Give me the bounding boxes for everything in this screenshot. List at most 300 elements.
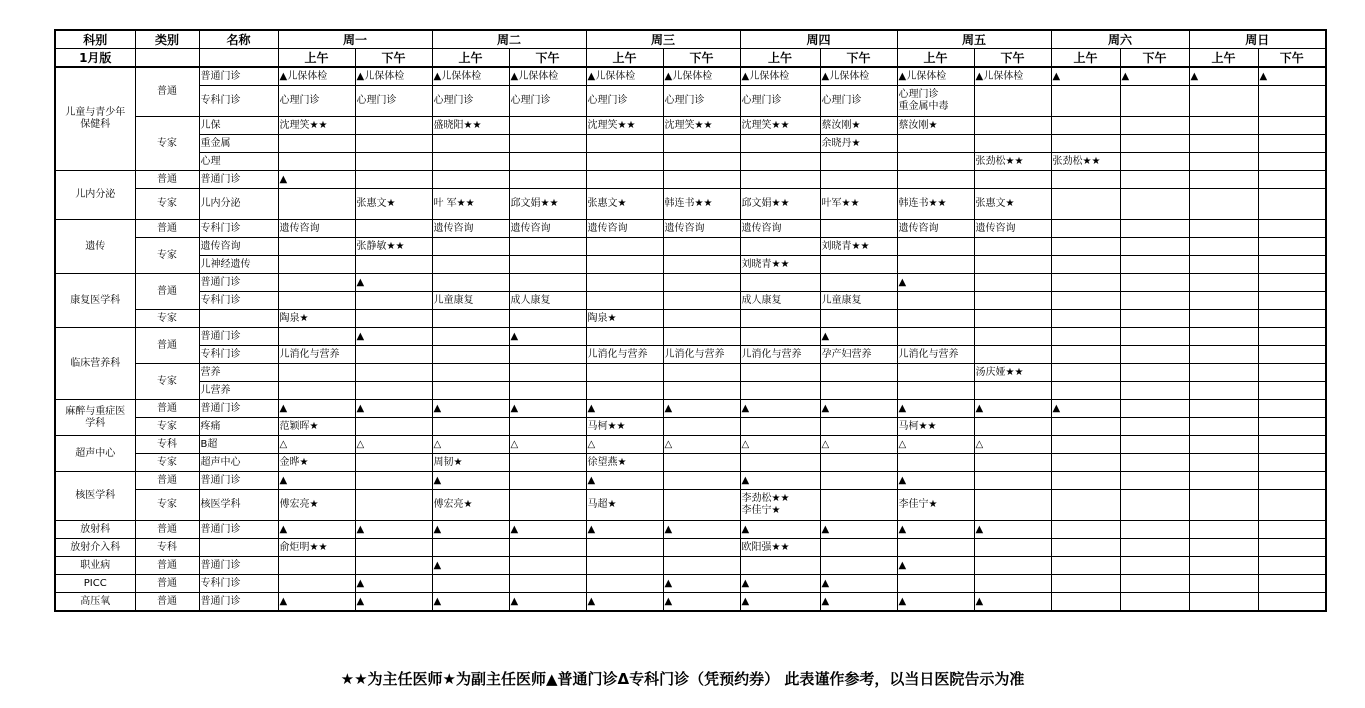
schedule-cell (278, 135, 355, 153)
schedule-cell (432, 274, 509, 292)
schedule-cell (1120, 490, 1189, 521)
schedule-cell: 叶 军★★ (432, 189, 509, 220)
schedule-cell (509, 274, 586, 292)
header-blank (199, 49, 278, 68)
schedule-cell: ▲ (432, 400, 509, 418)
schedule-cell: △ (820, 436, 897, 454)
schedule-cell (355, 346, 432, 364)
schedule-cell (740, 153, 820, 171)
schedule-cell (1120, 153, 1189, 171)
schedule-cell: 遗传咨询 (663, 220, 740, 238)
clinic-name-cell: 重金属 (199, 135, 278, 153)
schedule-cell (1120, 189, 1189, 220)
schedule-cell: △ (509, 436, 586, 454)
schedule-cell (1189, 539, 1258, 557)
schedule-cell: △ (740, 436, 820, 454)
schedule-cell: ▲ (432, 472, 509, 490)
schedule-cell (278, 557, 355, 575)
schedule-cell: ▲ (355, 593, 432, 612)
schedule-cell (1051, 310, 1120, 328)
clinic-name-cell: 普通门诊 (199, 328, 278, 346)
header-day-sun: 周日 (1189, 30, 1326, 49)
schedule-cell (1051, 382, 1120, 400)
schedule-cell (1120, 521, 1189, 539)
type-cell: 普通 (135, 67, 199, 117)
schedule-cell: 余晓丹★ (820, 135, 897, 153)
schedule-cell (1051, 274, 1120, 292)
schedule-cell: ▲ (432, 521, 509, 539)
schedule-cell (820, 274, 897, 292)
schedule-cell (1051, 557, 1120, 575)
schedule-cell (974, 86, 1051, 117)
schedule-row (55, 364, 1326, 382)
schedule-cell (432, 171, 509, 189)
schedule-cell (820, 382, 897, 400)
schedule-cell (1051, 490, 1120, 521)
schedule-cell (974, 557, 1051, 575)
schedule-cell: ▲ (355, 400, 432, 418)
schedule-cell: 张劲松★★ (1051, 153, 1120, 171)
header-day-wed: 周三 (586, 30, 740, 49)
header-pm: 下午 (355, 49, 432, 68)
schedule-cell: 张静敏★★ (355, 238, 432, 256)
schedule-cell: ▲ (820, 328, 897, 346)
schedule-cell: 陶泉★ (278, 310, 355, 328)
schedule-cell (586, 557, 663, 575)
schedule-cell: ▲ (897, 557, 974, 575)
schedule-cell: 沈理笑★★ (740, 117, 820, 135)
schedule-cell: 马柯★★ (897, 418, 974, 436)
schedule-row (55, 86, 1326, 117)
schedule-cell (1120, 328, 1189, 346)
schedule-cell (509, 171, 586, 189)
schedule-cell: ▲ (663, 575, 740, 593)
schedule-cell: ▲儿保体检 (432, 67, 509, 86)
dept-cell: 临床营养科 (55, 328, 135, 400)
schedule-cell (278, 382, 355, 400)
schedule-cell: 韩连书★★ (897, 189, 974, 220)
schedule-cell: 心理门诊 重金属中毒 (897, 86, 974, 117)
schedule-cell (740, 382, 820, 400)
schedule-cell: ▲ (1051, 400, 1120, 418)
schedule-cell: 儿童康复 (820, 292, 897, 310)
schedule-cell: 蔡汝刚★ (897, 117, 974, 135)
schedule-cell: 刘晓青★★ (820, 238, 897, 256)
schedule-cell (974, 575, 1051, 593)
schedule-cell: ▲ (1051, 67, 1120, 86)
schedule-cell (663, 557, 740, 575)
schedule-cell (1189, 117, 1258, 135)
schedule-cell (1189, 575, 1258, 593)
schedule-cell (1189, 135, 1258, 153)
schedule-cell: ▲ (1120, 67, 1189, 86)
dept-cell: PICC (55, 575, 135, 593)
schedule-row (55, 593, 1326, 612)
schedule-cell: 俞炬明★★ (278, 539, 355, 557)
schedule-cell (1120, 418, 1189, 436)
schedule-cell: 心理门诊 (586, 86, 663, 117)
schedule-cell: 儿童康复 (432, 292, 509, 310)
schedule-cell: ▲ (1258, 67, 1326, 86)
schedule-cell: ▲ (820, 400, 897, 418)
schedule-row (55, 490, 1326, 521)
schedule-cell (1051, 436, 1120, 454)
schedule-cell: ▲ (897, 593, 974, 612)
schedule-cell (663, 153, 740, 171)
schedule-cell (1189, 274, 1258, 292)
schedule-cell (355, 292, 432, 310)
clinic-name-cell: 普通门诊 (199, 472, 278, 490)
schedule-cell (740, 328, 820, 346)
schedule-cell (974, 310, 1051, 328)
header-day-tue: 周二 (432, 30, 586, 49)
schedule-cell (509, 117, 586, 135)
schedule-cell (1258, 382, 1326, 400)
schedule-cell (278, 274, 355, 292)
schedule-cell (1120, 436, 1189, 454)
schedule-cell: ▲ (509, 328, 586, 346)
schedule-cell (663, 135, 740, 153)
schedule-cell (278, 189, 355, 220)
schedule-cell (663, 539, 740, 557)
schedule-cell: ▲ (974, 593, 1051, 612)
schedule-cell: 遗传咨询 (432, 220, 509, 238)
schedule-cell (1120, 364, 1189, 382)
schedule-cell (663, 310, 740, 328)
header-dept: 科别 (55, 30, 135, 49)
schedule-cell: 遗传咨询 (278, 220, 355, 238)
schedule-cell (663, 256, 740, 274)
schedule-cell (586, 171, 663, 189)
type-cell: 专家 (135, 364, 199, 400)
schedule-cell (897, 171, 974, 189)
schedule-cell (1258, 490, 1326, 521)
schedule-cell: ▲ (740, 593, 820, 612)
schedule-cell: ▲ (820, 575, 897, 593)
schedule-cell (586, 153, 663, 171)
schedule-cell (740, 557, 820, 575)
schedule-cell (355, 454, 432, 472)
schedule-cell (1120, 86, 1189, 117)
clinic-name-cell: 普通门诊 (199, 557, 278, 575)
schedule-cell (974, 238, 1051, 256)
schedule-cell (974, 539, 1051, 557)
schedule-cell (897, 153, 974, 171)
schedule-cell: 邱文娟★★ (509, 189, 586, 220)
schedule-cell: ▲儿保体检 (740, 67, 820, 86)
schedule-cell (1189, 220, 1258, 238)
schedule-cell: 儿消化与营养 (897, 346, 974, 364)
schedule-cell: 傅宏亮★ (432, 490, 509, 521)
schedule-cell (1258, 472, 1326, 490)
clinic-name-cell: 普通门诊 (199, 67, 278, 86)
header-am: 上午 (432, 49, 509, 68)
schedule-cell: ▲ (1189, 67, 1258, 86)
schedule-cell: ▲儿保体检 (586, 67, 663, 86)
schedule-cell: △ (586, 436, 663, 454)
schedule-cell (897, 310, 974, 328)
schedule-cell (1051, 575, 1120, 593)
schedule-cell (1120, 135, 1189, 153)
type-cell: 专家 (135, 490, 199, 521)
header-pm: 下午 (509, 49, 586, 68)
schedule-cell (509, 310, 586, 328)
type-cell: 普通 (135, 400, 199, 418)
header-am: 上午 (278, 49, 355, 68)
schedule-cell (1120, 171, 1189, 189)
schedule-cell: ▲儿保体检 (663, 67, 740, 86)
schedule-cell: ▲ (663, 521, 740, 539)
type-cell: 普通 (135, 328, 199, 364)
schedule-row (55, 575, 1326, 593)
schedule-cell: ▲ (509, 521, 586, 539)
schedule-cell (663, 292, 740, 310)
schedule-cell: 欧阳强★★ (740, 539, 820, 557)
type-cell: 普通 (135, 274, 199, 310)
schedule-cell (355, 364, 432, 382)
schedule-cell (740, 310, 820, 328)
schedule-cell (740, 171, 820, 189)
schedule-row (55, 472, 1326, 490)
schedule-cell (1120, 575, 1189, 593)
schedule-cell (1189, 400, 1258, 418)
schedule-cell (1258, 171, 1326, 189)
schedule-cell: ▲ (355, 328, 432, 346)
schedule-cell (1120, 400, 1189, 418)
header-pm: 下午 (1258, 49, 1326, 68)
type-cell: 专家 (135, 454, 199, 472)
dept-cell: 职业病 (55, 557, 135, 575)
type-cell: 专家 (135, 117, 199, 171)
schedule-cell (586, 238, 663, 256)
schedule-cell: 心理门诊 (278, 86, 355, 117)
schedule-cell (974, 418, 1051, 436)
schedule-cell (432, 238, 509, 256)
schedule-row (55, 382, 1326, 400)
schedule-cell (663, 490, 740, 521)
type-cell: 普通 (135, 557, 199, 575)
type-cell: 专科 (135, 436, 199, 454)
type-cell: 普通 (135, 472, 199, 490)
schedule-cell (663, 454, 740, 472)
schedule-cell: 孕产妇营养 (820, 346, 897, 364)
schedule-cell (1258, 256, 1326, 274)
schedule-cell (1189, 292, 1258, 310)
header-pm: 下午 (1120, 49, 1189, 68)
schedule-cell (663, 328, 740, 346)
schedule-cell: ▲儿保体检 (278, 67, 355, 86)
schedule-cell (1189, 436, 1258, 454)
schedule-cell (586, 382, 663, 400)
schedule-cell (974, 274, 1051, 292)
schedule-cell: ▲ (278, 593, 355, 612)
schedule-cell (974, 346, 1051, 364)
schedule-cell (897, 454, 974, 472)
schedule-cell: ▲ (663, 593, 740, 612)
schedule-cell (897, 575, 974, 593)
schedule-cell (1258, 86, 1326, 117)
schedule-cell (278, 153, 355, 171)
schedule-cell (820, 364, 897, 382)
schedule-cell: ▲儿保体检 (355, 67, 432, 86)
schedule-cell: 遗传咨询 (509, 220, 586, 238)
schedule-row (55, 557, 1326, 575)
clinic-name-cell: 普通门诊 (199, 593, 278, 612)
schedule-cell (509, 256, 586, 274)
schedule-cell (432, 328, 509, 346)
schedule-cell: ▲ (278, 472, 355, 490)
schedule-cell (1189, 418, 1258, 436)
schedule-cell (1051, 86, 1120, 117)
type-cell: 普通 (135, 575, 199, 593)
header-pm: 下午 (663, 49, 740, 68)
schedule-row (55, 328, 1326, 346)
schedule-cell: ▲ (586, 472, 663, 490)
type-cell: 普通 (135, 593, 199, 612)
schedule-cell: 金晔★ (278, 454, 355, 472)
schedule-row (55, 292, 1326, 310)
type-cell: 专家 (135, 238, 199, 274)
schedule-row (55, 220, 1326, 238)
schedule-cell (509, 238, 586, 256)
dept-cell: 核医学科 (55, 472, 135, 521)
dept-cell: 麻醉与重症医 学科 (55, 400, 135, 436)
schedule-cell: 张惠文★ (355, 189, 432, 220)
header-pm: 下午 (974, 49, 1051, 68)
schedule-cell (1189, 86, 1258, 117)
schedule-cell (820, 454, 897, 472)
schedule-cell (1051, 189, 1120, 220)
schedule-cell (355, 472, 432, 490)
clinic-name-cell: 普通门诊 (199, 400, 278, 418)
schedule-cell (355, 153, 432, 171)
schedule-cell: 心理门诊 (432, 86, 509, 117)
schedule-cell: 沈理笑★★ (663, 117, 740, 135)
schedule-cell (1051, 472, 1120, 490)
schedule-cell (1258, 593, 1326, 612)
schedule-cell (432, 346, 509, 364)
clinic-name-cell: 专科门诊 (199, 346, 278, 364)
schedule-cell: 叶军★★ (820, 189, 897, 220)
schedule-cell (1051, 117, 1120, 135)
schedule-cell (509, 346, 586, 364)
schedule-cell: △ (432, 436, 509, 454)
schedule-cell (1189, 310, 1258, 328)
dept-cell: 超声中心 (55, 436, 135, 472)
clinic-name-cell: 核医学科 (199, 490, 278, 521)
schedule-cell (897, 292, 974, 310)
schedule-cell (509, 418, 586, 436)
schedule-cell: 心理门诊 (663, 86, 740, 117)
schedule-row (55, 153, 1326, 171)
dept-cell: 高压氧 (55, 593, 135, 612)
schedule-cell (663, 472, 740, 490)
schedule-cell: 成人康复 (509, 292, 586, 310)
schedule-cell (355, 490, 432, 521)
schedule-cell: 张劲松★★ (974, 153, 1051, 171)
clinic-name-cell: 专科门诊 (199, 292, 278, 310)
schedule-cell (586, 274, 663, 292)
schedule-cell (663, 171, 740, 189)
schedule-cell (278, 292, 355, 310)
schedule-cell (740, 135, 820, 153)
schedule-cell (1120, 539, 1189, 557)
schedule-cell: 心理门诊 (820, 86, 897, 117)
schedule-cell (586, 575, 663, 593)
header-type: 类别 (135, 30, 199, 49)
schedule-cell (1120, 238, 1189, 256)
schedule-cell: ▲ (820, 593, 897, 612)
schedule-cell (509, 472, 586, 490)
schedule-cell (897, 256, 974, 274)
schedule-cell (1051, 346, 1120, 364)
schedule-row (55, 67, 1326, 86)
schedule-cell: ▲ (740, 400, 820, 418)
schedule-row (55, 400, 1326, 418)
clinic-name-cell: 超声中心 (199, 454, 278, 472)
schedule-cell (1258, 418, 1326, 436)
schedule-cell: 盛晓阳★★ (432, 117, 509, 135)
dept-cell: 康复医学科 (55, 274, 135, 328)
schedule-cell: △ (278, 436, 355, 454)
schedule-cell: 成人康复 (740, 292, 820, 310)
schedule-cell (1189, 153, 1258, 171)
schedule-cell: 沈理笑★★ (586, 117, 663, 135)
schedule-cell (432, 575, 509, 593)
schedule-cell: △ (974, 436, 1051, 454)
schedule-cell: 邱文娟★★ (740, 189, 820, 220)
schedule-row (55, 310, 1326, 328)
schedule-cell (1051, 364, 1120, 382)
schedule-cell: ▲ (278, 171, 355, 189)
schedule-cell (1258, 328, 1326, 346)
schedule-cell: 儿消化与营养 (740, 346, 820, 364)
schedule-cell (509, 153, 586, 171)
schedule-cell (1120, 256, 1189, 274)
schedule-cell (1051, 135, 1120, 153)
schedule-cell (740, 238, 820, 256)
clinic-name-cell: 儿神经遗传 (199, 256, 278, 274)
dept-cell: 放射介入科 (55, 539, 135, 557)
schedule-cell: ▲ (897, 274, 974, 292)
schedule-cell: ▲ (432, 557, 509, 575)
schedule-cell: ▲ (355, 575, 432, 593)
schedule-cell: ▲ (663, 400, 740, 418)
schedule-cell (509, 382, 586, 400)
clinic-name-cell: 普通门诊 (199, 171, 278, 189)
schedule-cell: 刘晓青★★ (740, 256, 820, 274)
schedule-cell (820, 539, 897, 557)
schedule-cell: ▲ (740, 472, 820, 490)
schedule-cell (1051, 238, 1120, 256)
header-row-days (55, 30, 1326, 49)
schedule-cell (355, 382, 432, 400)
schedule-cell (1051, 220, 1120, 238)
schedule-cell (1051, 292, 1120, 310)
schedule-cell (1120, 454, 1189, 472)
schedule-cell (740, 274, 820, 292)
clinic-name-cell (199, 310, 278, 328)
clinic-name-cell: 专科门诊 (199, 86, 278, 117)
schedule-table (54, 29, 1327, 612)
schedule-cell: ▲ (740, 575, 820, 593)
schedule-cell (820, 418, 897, 436)
clinic-name-cell: 营养 (199, 364, 278, 382)
schedule-cell (663, 418, 740, 436)
schedule-cell (974, 454, 1051, 472)
schedule-cell (897, 238, 974, 256)
schedule-cell (432, 135, 509, 153)
